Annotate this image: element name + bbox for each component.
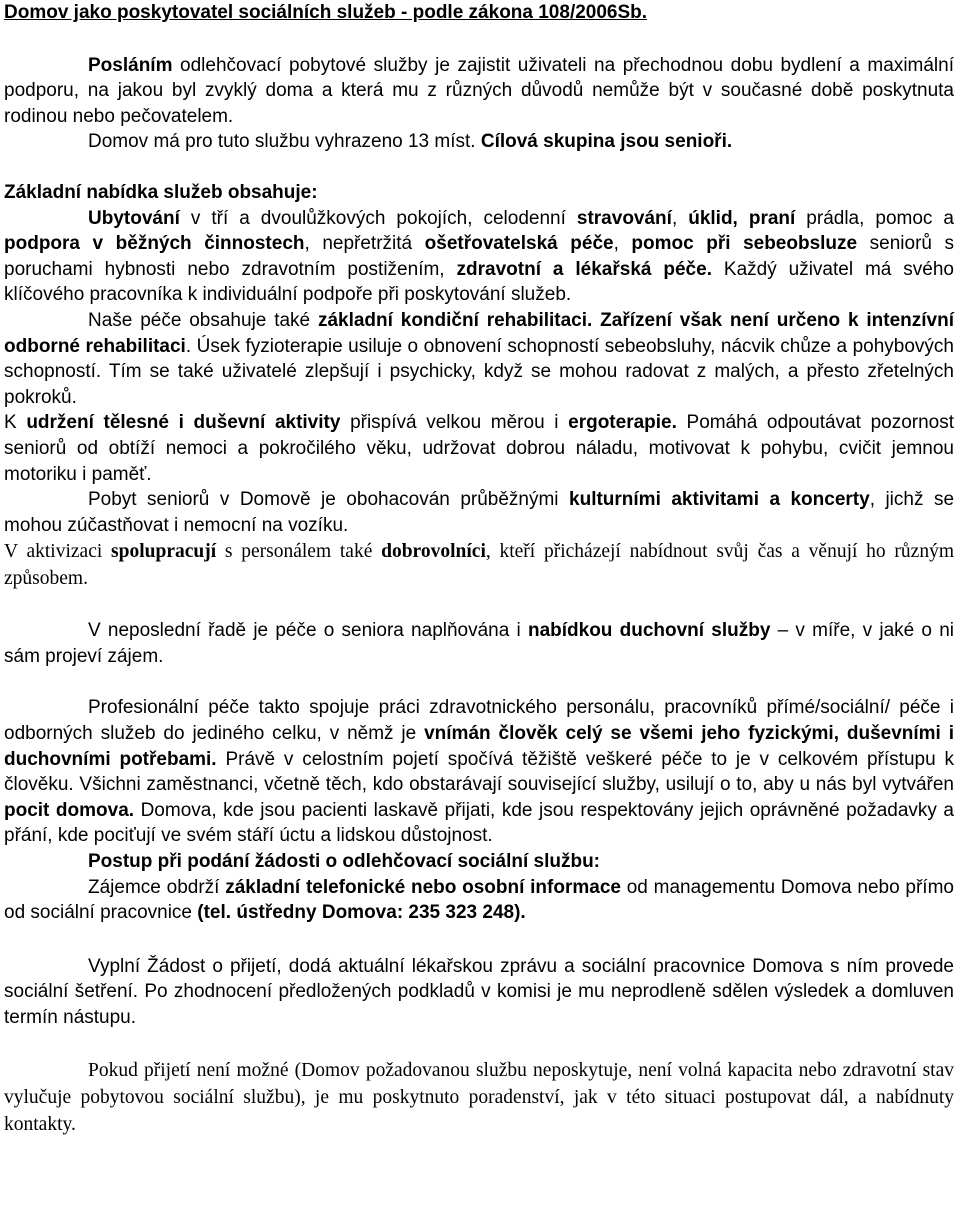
mission-keyword: Posláním <box>88 54 173 76</box>
paragraph-mission: Posláním odlehčovací pobytové služby je zajistit uživateli na přechodnou dobu bydlení a maximální podporu, na jakou byl zvyklý doma a která mu z různých důvodů nemůže být v současné době poskytnuta rodinou nebo pečovatelem. <box>4 54 954 127</box>
paragraph-application: Vyplní Žádost o přijetí, dodá aktuální lékařskou zprávu a sociální pracovnice Domova s ním provede sociální šetření. Po zhodnocení předložených podkladů v komisi je mu neprodleně sdělen výsledek a domluven termín nástupu. <box>4 955 954 1028</box>
paragraph-services: Ubytování v tří a dvoulůžkových pokojích, celodenní stravování, úklid, praní prádla, pomoc a podpora v běžných činnostech, nepřetržitá ošetřovatelská péče, pomoc při sebeobsluze seniorů s poruchami hybnosti nebo zdravotním postižením, zdravotní a lékařská péče. Každý uživatel má svého klíčového pracovníka k individuální podpoře při poskytování služeb. <box>4 207 955 306</box>
paragraph-rehabilitation: Naše péče obsahuje také základní kondiční rehabilitaci. Zařízení však není určeno k intenzívní odborné rehabilitaci. Úsek fyzioterapie usiluje o obnovení schopností sebeobsluhy, nácvik chůze a pohybových schopností. Tím se také uživatelé zlepšují i psychicky, když se mohou radovat z malých, a přesto zřetelných pokroků. <box>4 309 954 408</box>
heading-procedure: Postup při podání žádosti o odlehčovací sociální službu: <box>88 851 600 873</box>
paragraph-ergotherapy: K udržení tělesné i duševní aktivity přispívá velkou měrou i ergoterapie. Pomáhá odpoutávat pozornost seniorů od obtíží nemoci a pokročilého věku, udržovat dobrou náladu, motivovat k pohybu, cvičit jemnou motoriku i paměť. <box>4 412 955 485</box>
heading-services: Základní nabídka služeb obsahuje: <box>4 181 318 203</box>
paragraph-capacity: Domov má pro tuto službu vyhrazeno 13 míst. Cílová skupina jsou senioři. <box>88 131 733 153</box>
paragraph-rejection: Pokud přijetí není možné (Domov požadovanou službu neposkytuje, není volná kapacita nebo zdravotní stav vylučuje pobytovou sociální službu), je mu poskytnuto poradenství, jak v této situaci postupovat dál, a nabídnuty kontakty. <box>4 1059 954 1135</box>
paragraph-spiritual: V neposlední řadě je péče o seniora naplňována i nabídkou duchovní služby – v míře, v jaké o ni sám projeví zájem. <box>4 620 954 667</box>
phone-number: (tel. ústředny Domova: 235 323 248). <box>197 902 526 924</box>
target-group: Cílová skupina jsou senioři. <box>480 131 733 153</box>
paragraph-contact: Zájemce obdrží základní telefonické nebo osobní informace od managementu Domova nebo přímo od sociální pracovnice (tel. ústředny Domova: 235 323 248). <box>4 876 954 924</box>
paragraph-culture: Pobyt seniorů v Domově je obohacován průběžnými kulturními aktivitami a koncerty, jichž se mohou zúčastňovat i nemocní na vozíku. <box>4 489 955 536</box>
page-title: Domov jako poskytovatel sociálních služeb - podle zákona 108/2006Sb. <box>4 2 648 23</box>
paragraph-holistic-care: Profesionální péče takto spojuje práci zdravotnického personálu, pracovníků přímé/sociální/ péče i odborných služeb do jediného celku, v němž je vnímán člověk celý se všemi jeho fyzickými, duševními i duchovními potřebami. Právě v celostním pojetí spočívá těžiště veškeré péče to je v celkovém přístupu k člověku. Všichni zaměstnanci, včetně těch, kdo obstarávají související služby, usilují o to, aby u nás byl vytvářen pocit domova. Domova, kde jsou pacienti laskavě přijati, kde jsou respektovány jejich oprávněné požadavky a přání, kde pociťují ve svém stáří úctu a lidskou důstojnost. <box>4 697 954 847</box>
paragraph-volunteers: V aktivizaci spolupracují s personálem také dobrovolníci, kteří přicházejí nabídnout svůj čas a věnují ho různým způsobem. <box>4 541 954 590</box>
